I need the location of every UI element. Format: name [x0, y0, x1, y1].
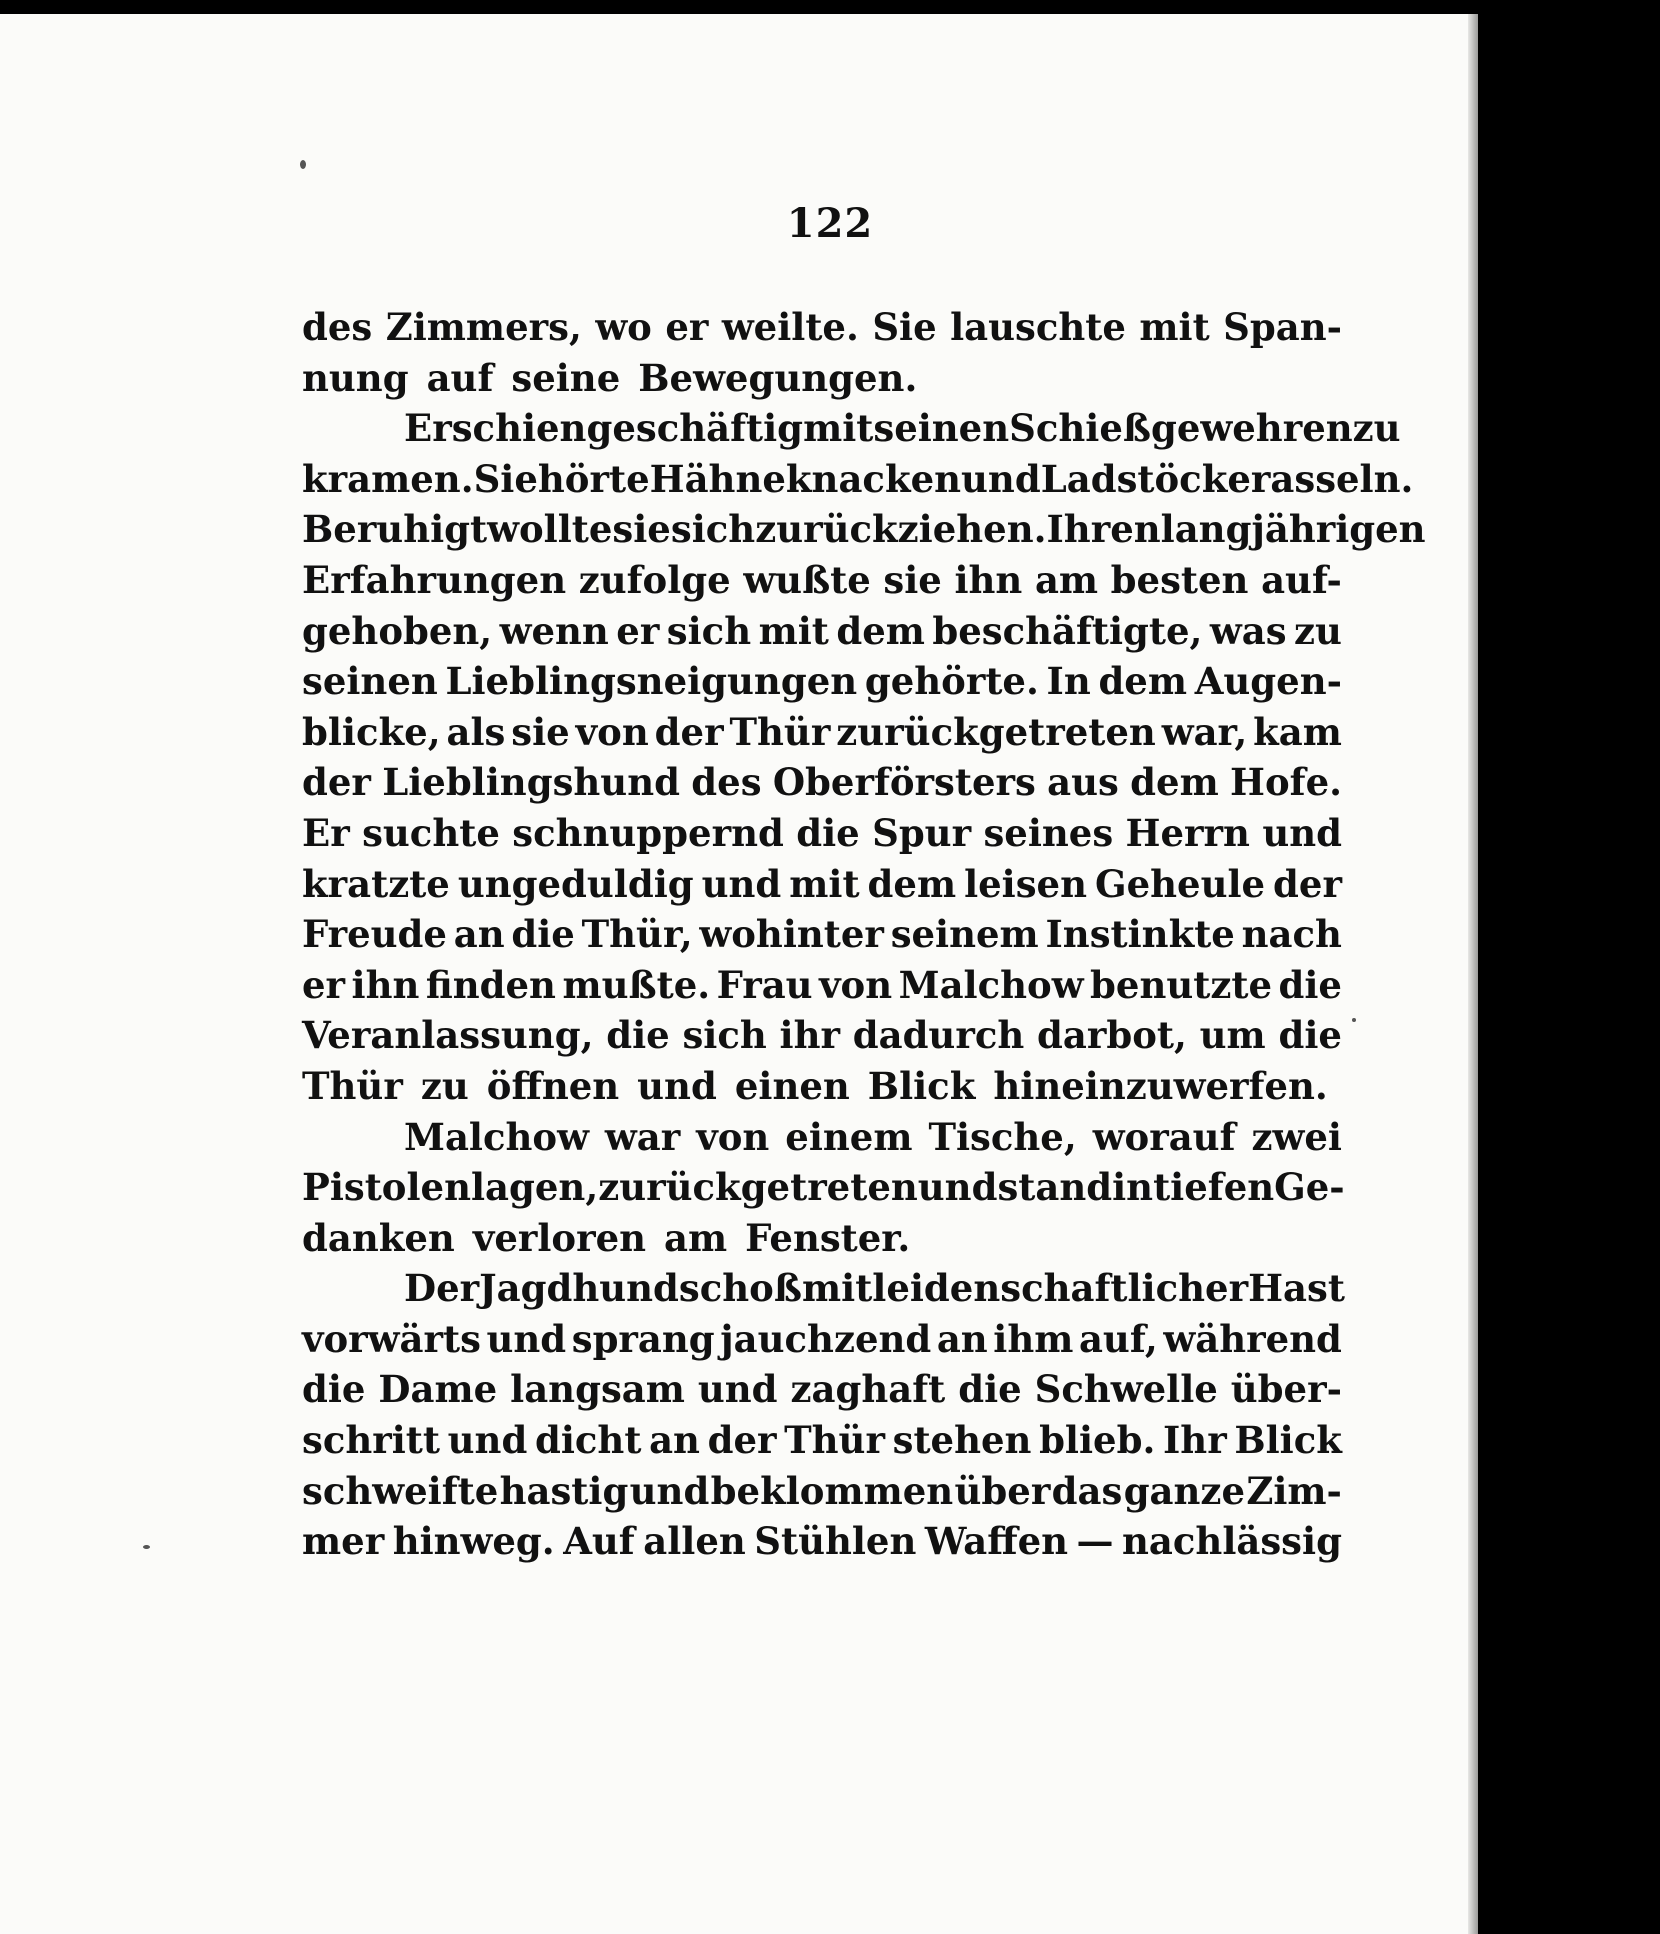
page-number: 122	[786, 200, 874, 247]
text-line: Pistolen lagen, zurückgetreten und stand in tiefen Ge-	[302, 1165, 1345, 1210]
text-line: des Zimmers, wo er weilte. Sie lauschte mit Span-	[302, 305, 1342, 349]
text-line: gehoben, wenn er sich mit dem beschäftigte, was zu	[302, 608, 1342, 653]
text-line: vorwärts und sprang jauchzend an ihm auf, während	[302, 1316, 1342, 1361]
text-line: Freude an die Thür, wohinter seinem Instinkte nach	[302, 912, 1342, 957]
text-line: Malchow war von einem Tische, worauf zwei	[404, 1114, 1342, 1159]
text-line: seinen Lieblingsneigungen gehörte. In dem Augen-	[302, 659, 1342, 704]
text-line: schweifte hastig und beklommen über das ganze Zim-	[302, 1468, 1342, 1513]
text-line: Thür zu öffnen und einen Blick hineinzuwerfen.	[302, 1063, 1328, 1108]
text-line: schritt und dicht an der Thür stehen blieb. Ihr Blick	[302, 1418, 1342, 1463]
text-line: danken verloren am Fenster.	[302, 1215, 911, 1260]
text-line: der Lieblingshund des Oberförsters aus dem Hofe.	[302, 760, 1342, 805]
page-edge-shadow	[1468, 14, 1478, 1934]
dust-speck	[300, 160, 306, 169]
text-line: kramen. Sie hörte Hähne knacken und Ladstöcke rasseln.	[302, 456, 1414, 501]
text-line: Beruhigt wollte sie sich zurückziehen. Ihren langjährigen	[302, 507, 1426, 552]
text-line: Der Jagdhund schoß mit leidenschaftlicher Hast	[404, 1266, 1345, 1311]
text-line: Veranlassung, die sich ihr dadurch darbot, um die	[302, 1013, 1342, 1058]
body-text	[302, 302, 1426, 1567]
text-line: kratzte ungeduldig und mit dem leisen Geheule der	[302, 861, 1342, 906]
text-line: Er schien geschäftig mit seinen Schießgewehren zu	[404, 406, 1401, 451]
text-line: nung auf seine Bewegungen.	[302, 355, 918, 400]
text-line: mer hinweg. Auf allen Stühlen Waffen — nachlässig	[302, 1519, 1342, 1564]
text-line: Erfahrungen zufolge wußte sie ihn am besten auf-	[302, 557, 1342, 602]
dust-speck	[1352, 1018, 1356, 1022]
text-line: Er suchte schnuppernd die Spur seines Herrn und	[302, 810, 1342, 855]
dust-speck	[143, 1545, 150, 1549]
text-line: er ihn finden mußte. Frau von Malchow benutzte die	[302, 962, 1342, 1007]
text-line: die Dame langsam und zaghaft die Schwelle über-	[302, 1367, 1342, 1412]
text-line: blicke, als sie von der Thür zurückgetreten war, kam	[302, 709, 1342, 754]
